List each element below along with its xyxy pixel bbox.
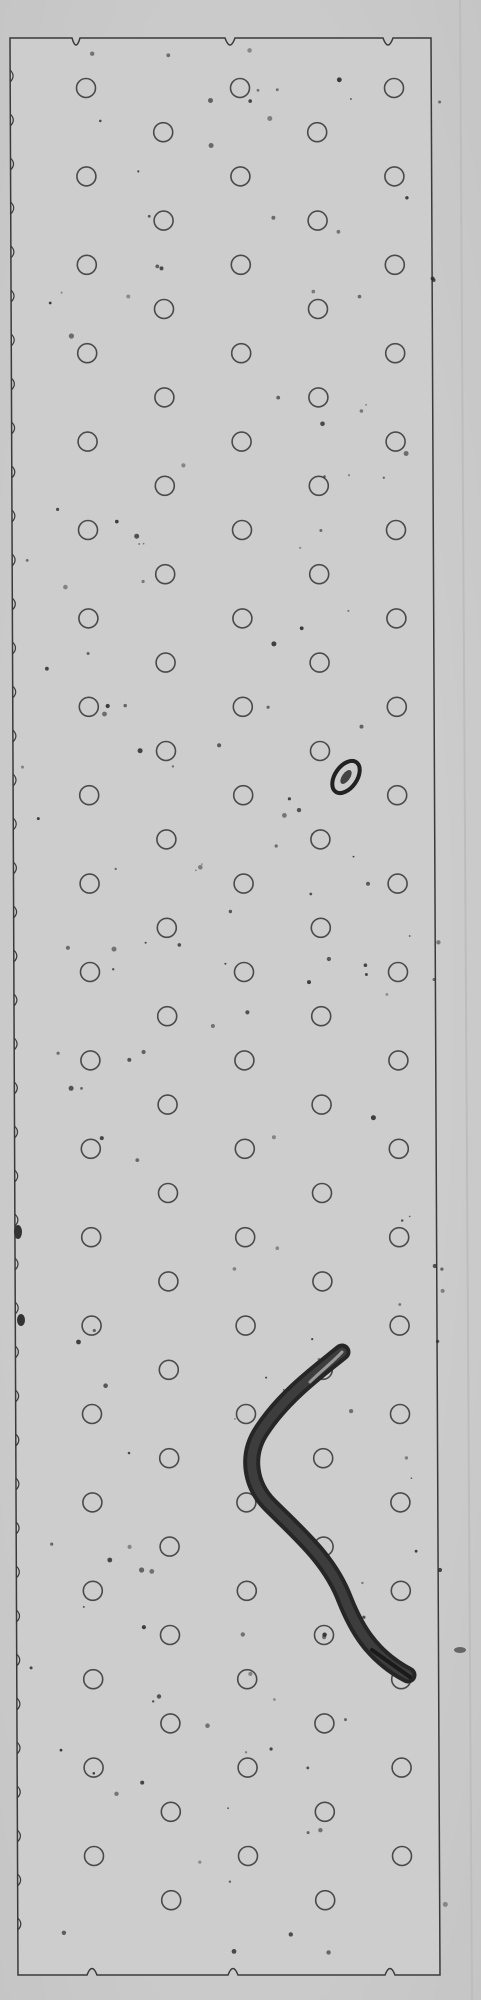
debris-speck bbox=[386, 993, 389, 996]
debris-speck bbox=[319, 529, 322, 532]
debris-speck bbox=[297, 808, 301, 812]
debris-speck bbox=[383, 477, 385, 479]
debris-speck bbox=[365, 404, 367, 406]
debris-speck bbox=[431, 277, 435, 281]
debris-speck bbox=[148, 215, 151, 218]
debris-speck bbox=[371, 1115, 376, 1120]
debris-speck bbox=[401, 1219, 403, 1221]
debris-speck bbox=[106, 704, 110, 708]
debris-speck bbox=[272, 1135, 276, 1139]
debris-speck bbox=[275, 844, 278, 847]
debris-speck bbox=[360, 409, 364, 413]
debris-speck bbox=[126, 295, 130, 299]
debris-speck bbox=[205, 1723, 210, 1728]
debris-speck bbox=[229, 910, 232, 913]
debris-speck bbox=[102, 712, 107, 717]
debris-speck bbox=[26, 559, 29, 562]
debris-speck bbox=[83, 1606, 85, 1608]
debris-speck bbox=[69, 333, 74, 338]
debris-speck bbox=[57, 1052, 60, 1055]
debris-speck bbox=[62, 1931, 66, 1935]
debris-speck bbox=[398, 1303, 401, 1306]
debris-speck bbox=[166, 53, 170, 57]
debris-speck bbox=[217, 743, 221, 747]
debris-speck bbox=[267, 116, 272, 121]
debris-speck bbox=[232, 1949, 237, 1954]
debris-speck bbox=[60, 1749, 63, 1752]
debris-speck bbox=[234, 1418, 236, 1420]
debris-speck bbox=[443, 1902, 448, 1907]
debris-speck bbox=[142, 580, 145, 583]
debris-speck bbox=[271, 641, 276, 646]
debris-speck bbox=[348, 474, 350, 476]
debris-speck bbox=[326, 1950, 330, 1954]
debris-speck bbox=[366, 882, 370, 886]
debris-speck bbox=[337, 77, 342, 82]
debris-speck bbox=[307, 980, 311, 984]
debris-speck bbox=[409, 1216, 411, 1218]
debris-speck bbox=[137, 170, 139, 172]
debris-speck bbox=[327, 957, 331, 961]
debris-speck bbox=[124, 704, 127, 707]
debris-speck bbox=[353, 856, 355, 858]
debris-speck bbox=[157, 1694, 161, 1698]
debris-speck bbox=[209, 143, 214, 148]
debris-speck bbox=[100, 1136, 104, 1140]
debris-speck bbox=[107, 1558, 112, 1563]
debris-speck bbox=[265, 1377, 267, 1379]
debris-speck bbox=[90, 52, 94, 56]
debris-speck bbox=[245, 1751, 247, 1753]
debris-speck bbox=[134, 534, 139, 539]
debris-speck bbox=[198, 1861, 201, 1864]
debris-speck bbox=[49, 302, 52, 305]
debris-speck bbox=[224, 963, 226, 965]
debris-speck bbox=[112, 968, 114, 970]
debris-speck bbox=[37, 817, 40, 820]
debris-speck bbox=[405, 196, 408, 199]
debris-speck bbox=[360, 725, 364, 729]
debris-speck bbox=[436, 1340, 439, 1343]
debris-speck bbox=[438, 101, 441, 104]
debris-speck bbox=[103, 1383, 108, 1388]
debris-speck bbox=[233, 1267, 237, 1271]
debris-speck bbox=[69, 1086, 74, 1091]
debris-speck bbox=[337, 230, 341, 234]
debris-speck bbox=[282, 813, 287, 818]
debris-speck bbox=[247, 48, 252, 53]
debris-speck bbox=[61, 292, 63, 294]
debris-speck bbox=[127, 1058, 131, 1062]
debris-speck bbox=[440, 1268, 443, 1271]
debris-speck bbox=[312, 290, 316, 294]
debris-speck bbox=[248, 99, 252, 103]
debris-speck bbox=[195, 870, 197, 872]
debris-speck bbox=[138, 543, 140, 545]
debris-speck bbox=[50, 1543, 53, 1546]
debris-speck bbox=[415, 1550, 418, 1553]
debris-speck bbox=[115, 520, 119, 524]
debris-speck bbox=[306, 1767, 309, 1770]
debris-speck bbox=[288, 797, 291, 800]
debris-speck bbox=[128, 1452, 131, 1455]
debris-speck bbox=[349, 1409, 353, 1413]
debris-speck bbox=[318, 1828, 322, 1832]
debris-speck bbox=[276, 396, 280, 400]
debris-speck bbox=[172, 765, 174, 767]
debris-speck bbox=[436, 940, 440, 944]
debris-speck bbox=[152, 1700, 154, 1702]
debris-speck bbox=[76, 1340, 81, 1345]
debris-speck bbox=[45, 667, 49, 671]
debris-speck bbox=[311, 1338, 313, 1340]
debris-speck bbox=[344, 1718, 347, 1721]
debris-speck bbox=[364, 963, 368, 967]
debris-speck bbox=[21, 766, 24, 769]
debris-speck bbox=[138, 748, 143, 753]
debris-speck bbox=[208, 98, 213, 103]
debris-speck bbox=[227, 1807, 229, 1809]
debris-speck bbox=[320, 422, 325, 427]
debris-speck bbox=[365, 973, 368, 976]
debris-speck bbox=[143, 543, 145, 545]
debris-speck bbox=[405, 1456, 408, 1459]
debris-speck bbox=[267, 706, 270, 709]
debris-speck bbox=[142, 1050, 146, 1054]
debris-speck bbox=[181, 463, 185, 467]
debris-speck bbox=[56, 508, 59, 511]
debris-speck bbox=[115, 868, 117, 870]
debris-speck bbox=[276, 1246, 280, 1250]
debris-speck bbox=[66, 946, 70, 950]
debris-speck bbox=[139, 1567, 144, 1572]
debris-speck bbox=[347, 610, 349, 612]
debris-speck bbox=[404, 451, 409, 456]
debris-speck bbox=[229, 1881, 231, 1883]
debris-speck bbox=[276, 88, 279, 91]
debris-speck bbox=[311, 833, 313, 835]
debris-speck bbox=[358, 295, 362, 299]
debris-speck bbox=[257, 89, 260, 92]
debris-speck bbox=[178, 943, 182, 947]
debris-speck bbox=[433, 1264, 437, 1268]
debris-speck bbox=[271, 216, 275, 220]
debris-speck bbox=[241, 1632, 245, 1636]
debris-speck bbox=[87, 652, 90, 655]
debris-speck bbox=[30, 1666, 33, 1669]
debris-speck bbox=[201, 863, 203, 865]
debris-speck bbox=[409, 935, 411, 937]
debris-speck bbox=[140, 1781, 144, 1785]
debris-speck bbox=[155, 265, 159, 269]
debris-speck bbox=[323, 475, 326, 478]
debris-speck bbox=[128, 1545, 132, 1549]
debris-speck bbox=[322, 1633, 326, 1637]
debris-speck bbox=[411, 1477, 413, 1479]
debris-speck bbox=[309, 893, 312, 896]
debris-speck bbox=[93, 1329, 96, 1332]
debris-speck bbox=[149, 1569, 154, 1574]
debris-speck bbox=[114, 1792, 118, 1796]
debris-speck bbox=[350, 98, 352, 100]
debris-speck bbox=[211, 1024, 215, 1028]
debris-speck bbox=[289, 1932, 293, 1936]
debris-speck bbox=[361, 1582, 363, 1584]
debris-speck bbox=[112, 947, 117, 952]
debris-speck bbox=[145, 942, 147, 944]
debris-speck bbox=[248, 1672, 252, 1676]
debris-speck bbox=[93, 1772, 96, 1775]
debris-speck bbox=[441, 1289, 445, 1293]
debris-speck bbox=[80, 1087, 83, 1090]
chamber-outline bbox=[10, 38, 440, 1975]
debris-speck bbox=[135, 1158, 139, 1162]
debris-speck bbox=[438, 1568, 442, 1572]
debris-speck bbox=[270, 1747, 273, 1750]
debris-speck bbox=[63, 585, 68, 590]
debris-speck bbox=[433, 978, 436, 981]
debris-speck bbox=[273, 1698, 276, 1701]
debris-speck bbox=[299, 547, 301, 549]
debris-speck bbox=[198, 865, 203, 870]
debris-speck bbox=[160, 266, 164, 270]
debris-speck bbox=[99, 120, 102, 123]
debris-speck bbox=[245, 1010, 249, 1014]
debris-speck bbox=[300, 626, 304, 630]
debris-speck bbox=[142, 1625, 146, 1629]
debris-speck bbox=[307, 1831, 310, 1834]
